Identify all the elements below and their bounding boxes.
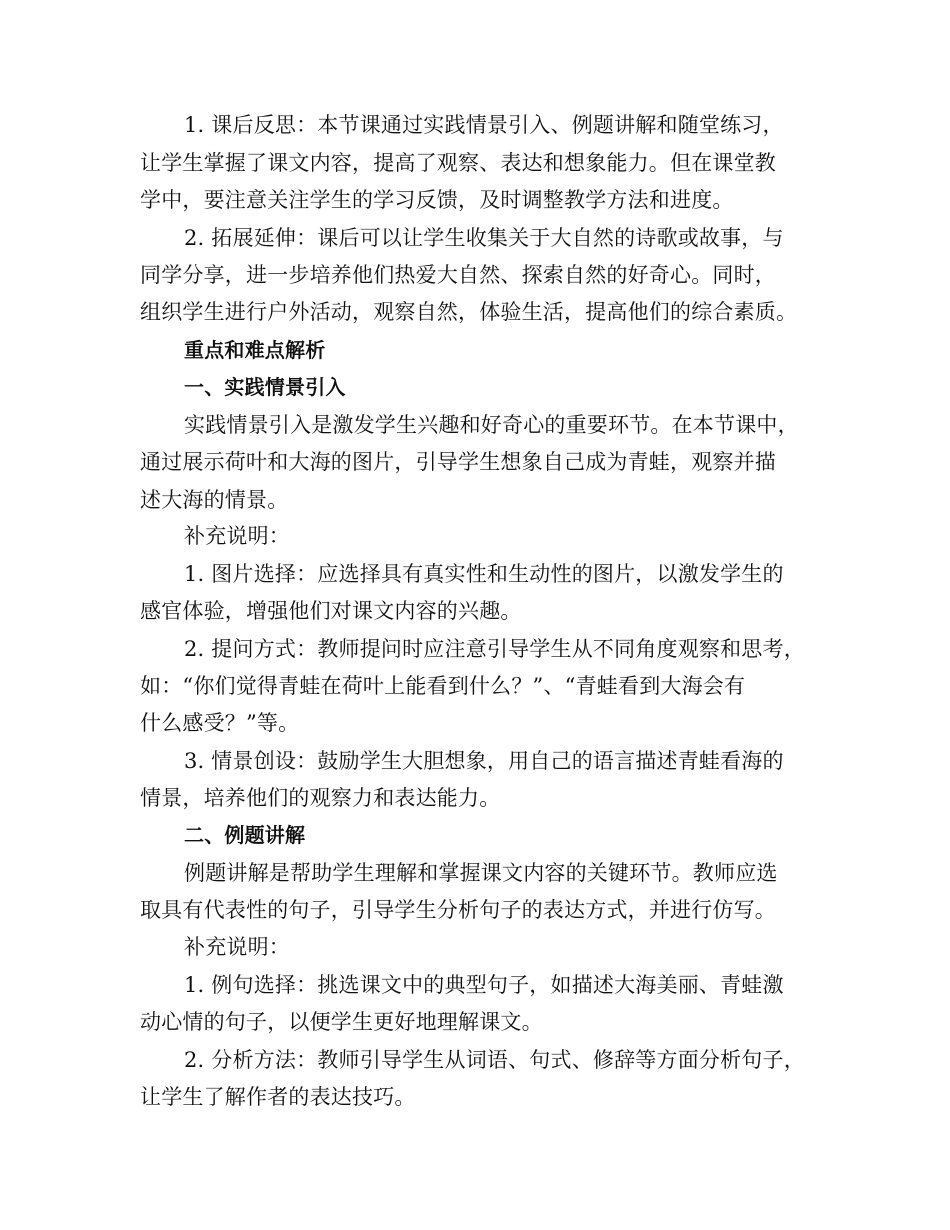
paragraph-line: 让学生掌握了课文内容，提高了观察、表达和想象能力。但在课堂教 bbox=[140, 151, 776, 175]
paragraph-line: 情景，培养他们的观察力和表达能力。 bbox=[140, 786, 501, 810]
paragraph-line: 什么感受？”等。 bbox=[140, 711, 300, 735]
paragraph-line: 同学分享，进一步培养他们热爱大自然、探索自然的好奇心。同时， bbox=[140, 263, 776, 287]
section-heading: 重点和难点解析 bbox=[184, 338, 326, 362]
paragraph-line: 学中，要注意关注学生的学习反馈，及时调整教学方法和进度。 bbox=[140, 188, 734, 212]
paragraph-line: 补充说明： bbox=[184, 524, 290, 548]
paragraph-line: 组织学生进行户外活动，观察自然，体验生活，提高他们的综合素质。 bbox=[140, 300, 798, 324]
paragraph-line: 补充说明： bbox=[184, 935, 290, 959]
section-heading: 二、例题讲解 bbox=[184, 823, 306, 847]
paragraph-line: 1. 例句选择：挑选课文中的典型句子，如描述大海美丽、青蛙激 bbox=[184, 973, 784, 997]
paragraph-line: 1. 图片选择：应选择具有真实性和生动性的图片，以激发学生的 bbox=[184, 562, 784, 586]
paragraph-line: 动心情的句子，以便学生更好地理解课文。 bbox=[140, 1010, 543, 1034]
paragraph-line: 实践情景引入是激发学生兴趣和好奇心的重要环节。在本节课中， bbox=[184, 413, 799, 437]
paragraph-line: 通过展示荷叶和大海的图片，引导学生想象自己成为青蛙，观察并描 bbox=[140, 450, 776, 474]
paragraph-line: 取具有代表性的句子，引导学生分析句子的表达方式，并进行仿写。 bbox=[140, 898, 776, 922]
paragraph-line: 1. 课后反思：本节课通过实践情景引入、例题讲解和随堂练习， bbox=[184, 113, 784, 137]
paragraph-line: 让学生了解作者的表达技巧。 bbox=[140, 1085, 416, 1109]
paragraph-line: 2. 拓展延伸：课后可以让学生收集关于大自然的诗歌或故事，与 bbox=[184, 226, 784, 250]
paragraph-line: 3. 情景创设：鼓励学生大胆想象，用自己的语言描述青蛙看海的 bbox=[184, 749, 784, 773]
paragraph-line: 2. 提问方式：教师提问时应注意引导学生从不同角度观察和思考， bbox=[184, 637, 805, 661]
paragraph-line: 述大海的情景。 bbox=[140, 488, 289, 512]
paragraph-line: 例题讲解是帮助学生理解和掌握课文内容的关键环节。教师应选 bbox=[184, 861, 778, 885]
paragraph-line: 感官体验，增强他们对课文内容的兴趣。 bbox=[140, 599, 522, 623]
paragraph-line: 2. 分析方法：教师引导学生从词语、句式、修辞等方面分析句子， bbox=[184, 1048, 805, 1072]
paragraph-line: 如：“你们觉得青蛙在荷叶上能看到什么？”、“青蛙看到大海会有 bbox=[140, 674, 746, 698]
section-heading: 一、实践情景引入 bbox=[184, 375, 346, 399]
